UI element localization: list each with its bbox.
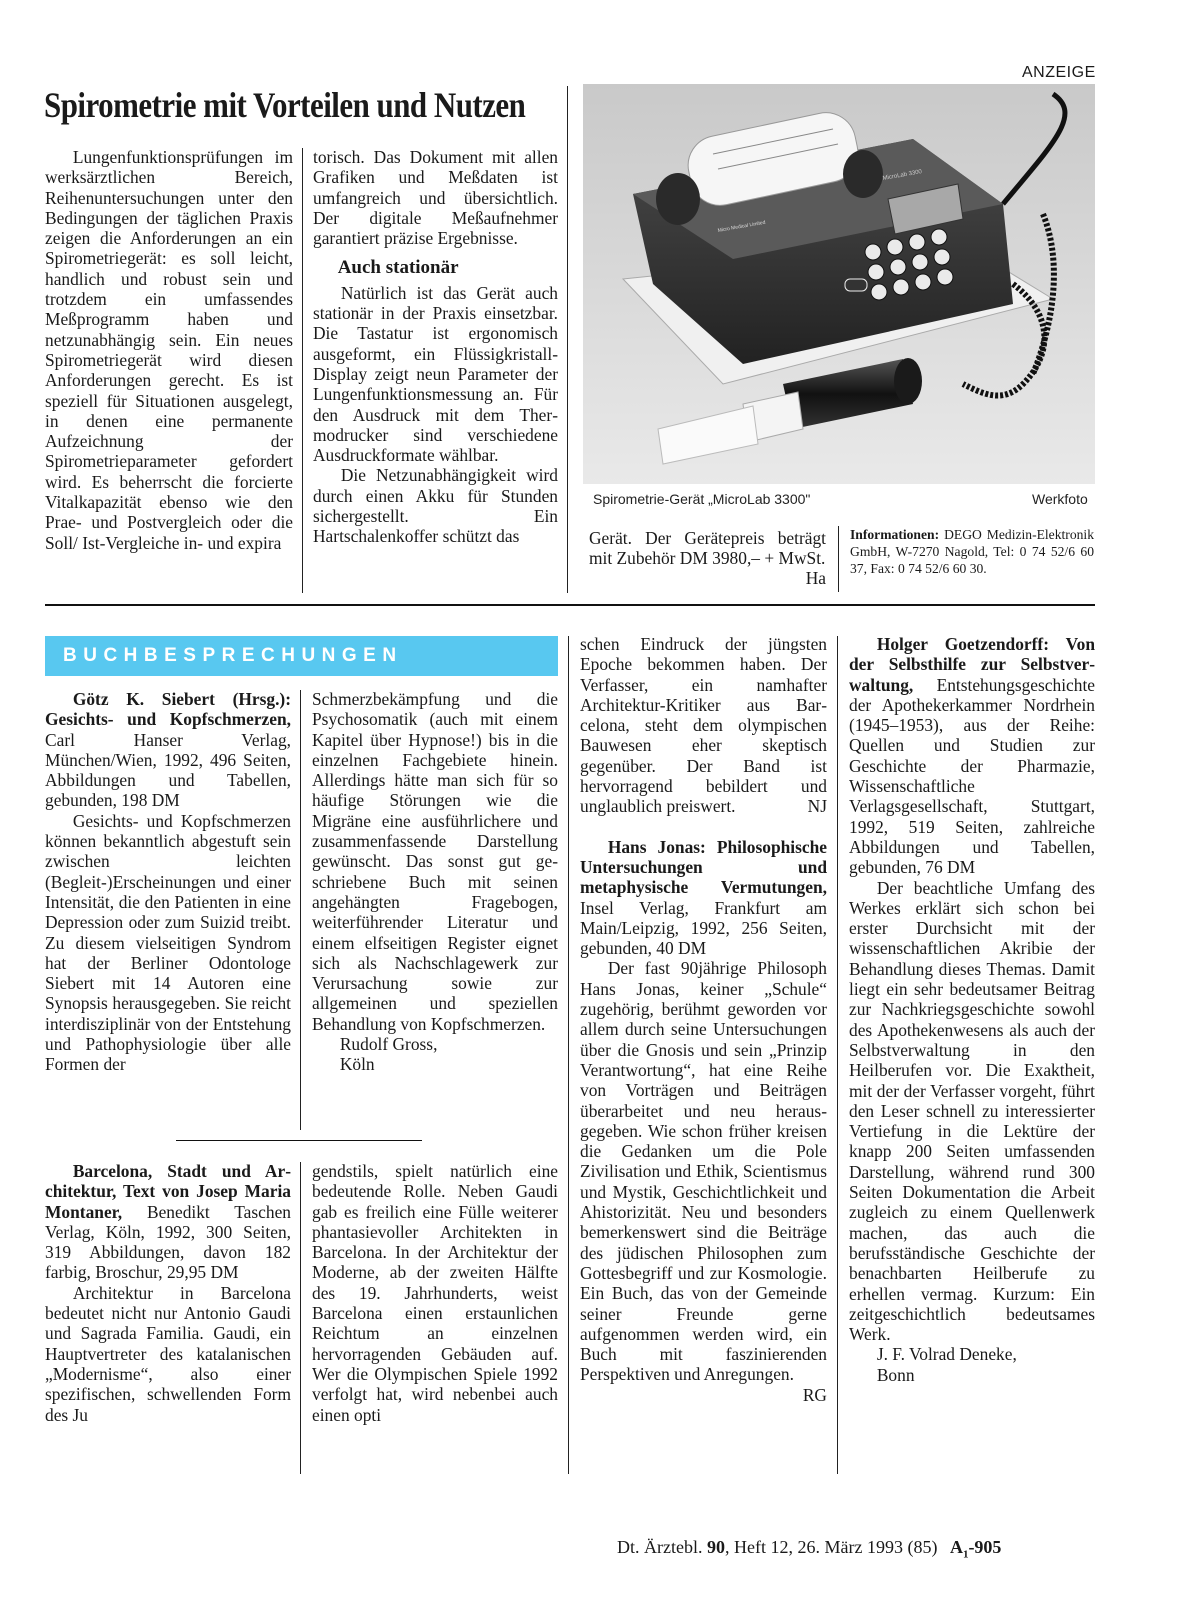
review-title: Hans Jonas: Philosophische Untersuchungen und metaphysische Vermutungen,	[580, 836, 827, 898]
review-title: Barcelona, Stadt und Architektur, Text von Josep Maria Montaner,	[45, 1161, 291, 1222]
review-author-city: Bonn	[876, 1364, 915, 1385]
ad-signature: Ha	[805, 568, 826, 588]
journal-issue: , Heft 12, 26. März 1993 (85)	[724, 1537, 938, 1557]
ad-paragraph: Natürlich ist das Gerät auch stationär in der Praxis einsetzbar. Die Tastatur ist ergonomisch ausgeformt, ein Flüssigkristall-Display zeigt neun Parameter der Lungenfunktionsmessung an. Für den Ausdruck mit dem Thermodrucker sind verschiedene Ausdruckformate wählbar.	[313, 282, 558, 466]
page-footer	[617, 1537, 1001, 1561]
review-header	[45, 689, 291, 811]
ad-paragraph: torisch. Das Dokument mit allen Grafiken und Meßdaten ist umfangreich und übersichtlich. Der digitale Meßaufnehmer garantiert präzise Ergebnisse.	[313, 147, 558, 249]
column-divider	[837, 636, 838, 1474]
column-divider	[300, 690, 301, 1130]
info-text: DEGO Medizin-Elektronik GmbH, W-7270 Nagold, Tel: 0 74 52/6 60 37, Fax: 0 74 52/6 60 30.	[850, 527, 1094, 576]
column-divider	[300, 1162, 301, 1474]
ad-column-2	[313, 147, 558, 547]
review-publication: Insel Verlag, Frankfurt am Main/Leipzig, 1992, 256 Seiten, gebunden, 40 DM	[580, 897, 827, 959]
ad-price-text: Gerät. Der Gerätepreis beträgt mit Zubehör DM 3980,– + MwSt.	[589, 528, 826, 569]
column-divider	[838, 526, 839, 592]
anzeige-label: ANZEIGE	[1022, 64, 1096, 81]
review-publication: Benedikt Taschen Verlag, Köln, 1992, 300 Seiten, 319 Abbildungen, davon 182 farbig, Broschur, 29,95 DM	[45, 1201, 291, 1283]
column-divider	[302, 148, 303, 593]
review-column-2	[312, 689, 558, 1075]
device-printer-label: Micro Medical Limited	[717, 219, 766, 234]
photo-credit: Werkfoto	[1032, 491, 1088, 507]
review-column-3	[580, 634, 827, 1405]
review-body: Gesichts- und Kopfschmerzen können bekanntlich abgestuft sein zwischen leichten (Begleit-)Erscheinungen und einer Intensität, die den Patienten in eine Depression oder zum Suizid treibt. Zu diesem vielseitigen Syndrom hat der Berliner Odontologe Siebert mit 14 Autoren eine Synopsis herausgegeben. Sie reicht interdisziplinär von der Entstehung und Pathophysiologie über alle Formen der	[45, 810, 291, 1075]
column-divider	[568, 636, 569, 1474]
review-author: Rudolf Gross,	[339, 1034, 438, 1055]
review-title: Götz K. Siebert (Hrsg.): Gesichts- und Kopfschmerzen,	[45, 689, 291, 730]
review-body: gendstils, spielt natürlich eine bedeutende Rolle. Neben Gaudi gab es freilich eine Fülle weiterer phantasievoller Architekten in Barcelona. In der Architektur der Moderne, ab der zweiten Hälfte des 19. Jahrhunderts, weist Barcelona einen erstaunlichen Reichtum an einzelnen hervorragenden Gebäuden auf. Wer die Olympischen Spiele 1992 verfolgt hat, wird nebenbei auch einen opti	[312, 1161, 558, 1425]
info-box	[850, 526, 1094, 577]
review-column-4	[849, 634, 1095, 1385]
review-header	[45, 1161, 291, 1283]
photo-caption: Spirometrie-Gerät „MicroLab 3300"	[593, 491, 811, 507]
review-column-1	[45, 689, 291, 1075]
review-signature: NJ	[807, 796, 827, 817]
review-separator	[176, 1140, 422, 1141]
ad-column-1	[45, 147, 293, 553]
journal-volume: 90	[706, 1537, 725, 1557]
review-body: Schmerzbekämpfung und die Psychosomatik (auch mit einem Kapitel über Hypnose!) bis in die einzelnen Fachgebiete hinein. Allerdings hätte man sich für so häufige Störungen wie die Migräne eine ausführlichere und zusammenfassende Darstellung gewünscht. Das sonst gut geschriebene Buch mit seinen angehängten Fragebogen, weiterführender Literatur und einem elfseitigen Register eignet sich als Nachschlagewerk zur Verursachung sowie zur allgemeinen und speziellen Behandlung von Kopfschmerzen.	[312, 689, 558, 1034]
section-title: BUCHBESPRECHUNGEN	[63, 645, 403, 666]
review-body	[580, 958, 827, 1405]
info-label: Informationen:	[850, 527, 940, 542]
review-header	[849, 634, 1095, 878]
ad-subheading: Auch stationär	[337, 257, 459, 279]
review-signature: RG	[802, 1384, 827, 1405]
journal-name: Dt. Ärztebl.	[617, 1537, 703, 1557]
review-column-1-lower	[45, 1161, 291, 1425]
ad-paragraph	[589, 528, 826, 569]
review-author-city: Köln	[339, 1054, 375, 1075]
review-body: Der beachtliche Umfang des Werkes erklärt sich schon bei erster Durchsicht mit der wissenschaftlichen Akribie der Behandlung dieses Themas. Damit liegt ein sehr bedeutsamer Beitrag zur Nachkriegsgeschichte sowohl des Apothekenwesens als auch der Selbstverwaltung in den Heilberufen vor. Die Exaktheit, mit der der Verfasser vorgeht, führt den Leser schnell zu interessierter Vertiefung in die Lektüre der knapp 200 Seiten umfassenden Darstellung, während rund 300 Seiten Dokumentation die Arbeit zugleich zu einem Quellenwerk machen, das auch die berufsständische Geschichte der benachbarten Heilberufe zu erhellen vermag. Kurzum: Ein zeitgeschichtlich bedeutsames Werk.	[849, 877, 1095, 1345]
review-publication: Carl Hanser Verlag, München/Wien, 1992, 496 Seiten, Abbildungen und Tabellen, gebunden, 198 DM	[45, 729, 291, 811]
review-title: Holger Goetzendorff: Von der Selbsthilfe zur Selbstverwaltung,	[849, 634, 1095, 695]
review-text: schen Eindruck der jüngsten Epoche bekommen haben. Der Verfasser, ein namhafter Architektur-Kritiker aus Barcelona, steht dem olympischen Bauwesen eher skeptisch gegenüber. Der Band ist hervorragend bebildert und unglaublich preiswert.	[580, 634, 827, 817]
review-header	[580, 837, 827, 959]
ad-title: Spirometrie mit Vorteilen und Nutzen	[44, 85, 526, 125]
section-banner	[45, 636, 558, 676]
review-body: Architektur in Barcelona bedeutet nicht nur Antonio Gaudi und Sagrada Familia. Gaudi, ein Hauptvertreter des katalanischen „Modernisme“, also einer spezifischen, schwellenden Form des Ju	[45, 1282, 291, 1425]
review-body	[580, 634, 827, 817]
page-number: $A_1-905$	[949, 1537, 1002, 1561]
column-divider	[567, 86, 568, 593]
spirometer-device-image	[583, 84, 1095, 484]
review-text: Der fast 90jährige Philosoph Hans Jonas, keiner „Schule“ zugehörig, berühmt geworden vor allem durch seine Untersuchungen über die Gnosis und sein „Prinzip Verantwortung“, hat eine Reihe von Vorträgen und Beiträgen überarbeitet und neu herausgegeben. Wie schon früher kreisen die Gedanken um die Pole Zivilisation und Ethik, Scientismus und Mystik, Geschichtlichkeit und Ahistorizität. Neu und besonders bemerkenswert sind die Beiträge des jüdischen Philosophen zum Gottesbegriff und zur Kosmologie. Ein Buch, das von der Gemeinde seiner Freunde gerne aufgenommen werden wird, ein Buch mit faszinierenden Perspektiven und Anregungen.	[580, 958, 827, 1385]
product-photo	[583, 84, 1095, 484]
review-publication: Entstehungsgeschichte der Apothekerkammer Nordrhein (1945–1953), aus der Reihe: Quellen und Studien zur Geschichte der Pharmazie, Wissenschaftliche Verlagsgesellschaft, Stuttgart, 1992, 519 Seiten, zahlreiche Abbildungen und Tabellen, gebunden, 76 DM	[849, 674, 1095, 878]
review-author: J. F. Volrad Deneke,	[876, 1344, 1017, 1365]
ad-separator	[45, 604, 1095, 606]
ad-column-3	[589, 528, 826, 588]
review-column-2-lower	[312, 1161, 558, 1425]
device-brand-label: MicroLab 3300	[882, 169, 923, 182]
ad-paragraph: Lungenfunktionsprüfungen im werksärztlichen Bereich, Reihenuntersuchungen unter den Bedingungen der täglichen Praxis zeigen die Anforderungen an ein Spirometriegerät: es soll leicht, handlich und robust sein und trotzdem ein umfassendes Meßprogramm haben und netzunabhängig sein. Ein neues Spirometriegerät wird diesen Anforderungen gerecht. Es ist speziell für Situationen ausgelegt, in denen eine permanente Aufzeichnung der Spirometrieparameter gefordert wird. Es beherrscht die forcierte Vitalkapazität ebenso wie den Prae- und Postvergleich oder die Soll/ Ist-Vergleiche in- und expira	[45, 147, 293, 553]
ad-paragraph: Die Netzunabhängigkeit wird durch einen Akku für Stunden sichergestellt. Ein Hartschalenkoffer schützt das	[313, 465, 558, 547]
